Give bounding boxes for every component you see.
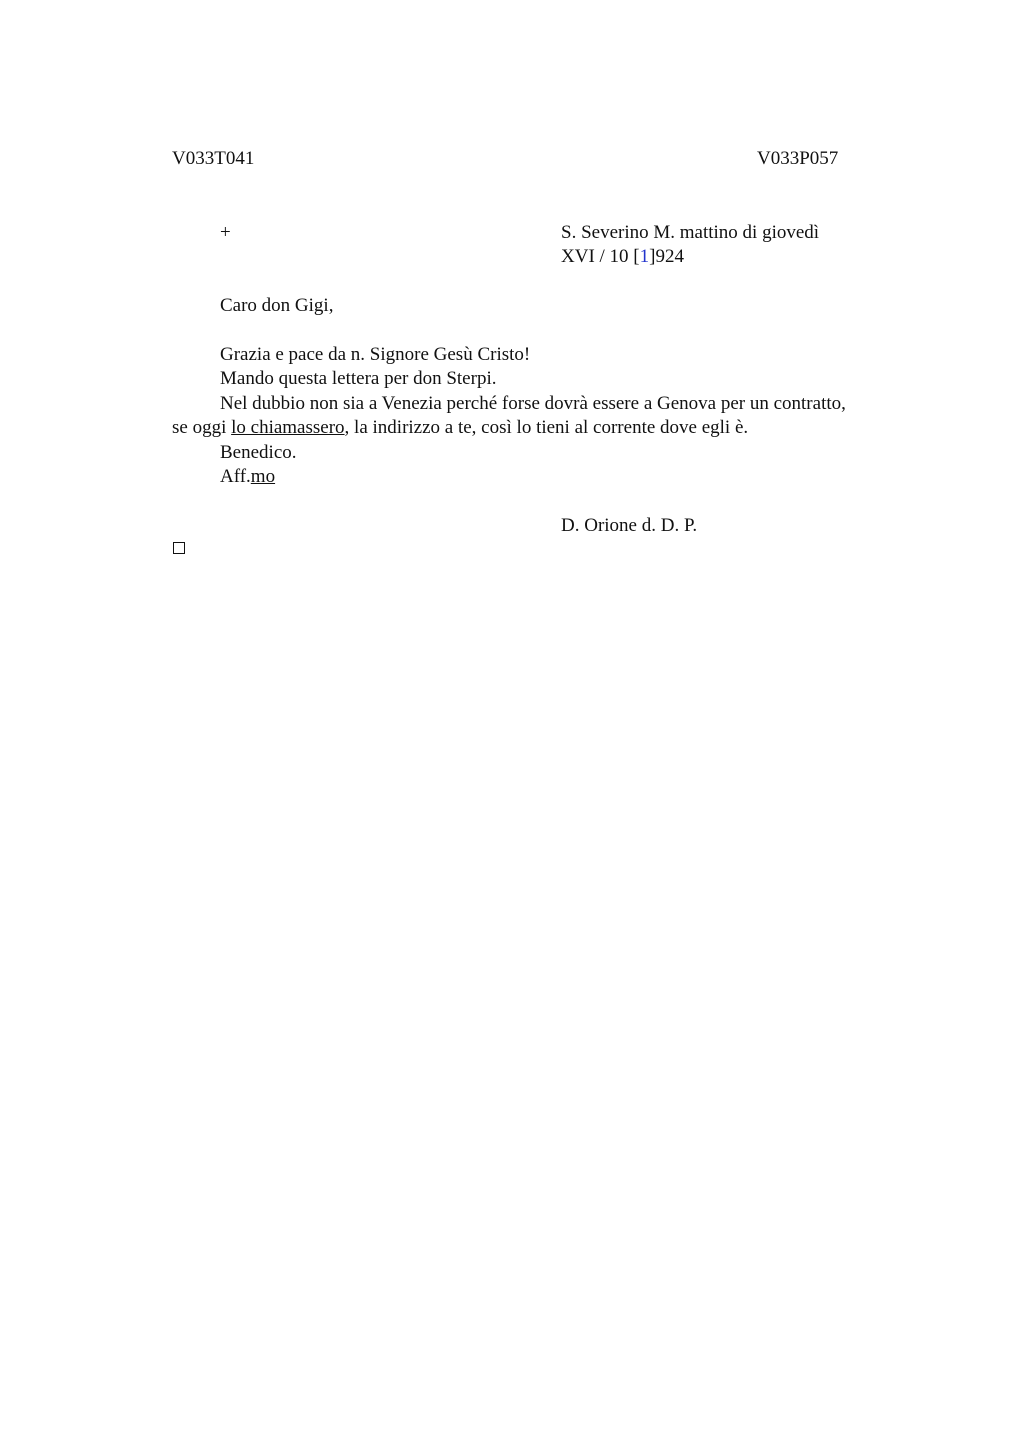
body-line-5: Benedico. bbox=[220, 442, 297, 463]
place-line: S. Severino M. mattino di giovedì bbox=[561, 222, 820, 243]
document-code-left: V033T041 bbox=[172, 148, 255, 169]
document-code-right: V033P057 bbox=[757, 148, 839, 169]
date-prefix: XVI / 10 [ bbox=[561, 246, 640, 267]
body-line-2: Mando questa lettera per don Sterpi. bbox=[220, 368, 497, 389]
date-suffix: ]924 bbox=[649, 246, 684, 267]
cross-symbol: + bbox=[220, 222, 231, 243]
body-line-4 bbox=[172, 416, 748, 440]
signature: D. Orione d. D. P. bbox=[561, 515, 698, 536]
body-line-3: Nel dubbio non sia a Venezia perché forse dovrà essere a Genova per un contratto, bbox=[220, 393, 846, 414]
date-line bbox=[561, 245, 684, 269]
closing bbox=[220, 465, 275, 489]
underlined-phrase: lo chiamassero bbox=[231, 417, 345, 438]
closing-prefix: Aff. bbox=[220, 466, 251, 487]
body-line-4-start: se oggi bbox=[172, 417, 232, 438]
body-line-4-end: , la indirizzo a te, così lo tieni al corrente dove egli è. bbox=[344, 417, 749, 438]
closing-abbreviation: mo bbox=[250, 466, 276, 487]
salutation: Caro don Gigi, bbox=[220, 295, 334, 316]
body-line-1: Grazia e pace da n. Signore Gesù Cristo! bbox=[220, 344, 531, 365]
date-editorial-insert: 1 bbox=[639, 246, 650, 267]
checkbox-icon bbox=[173, 542, 185, 554]
